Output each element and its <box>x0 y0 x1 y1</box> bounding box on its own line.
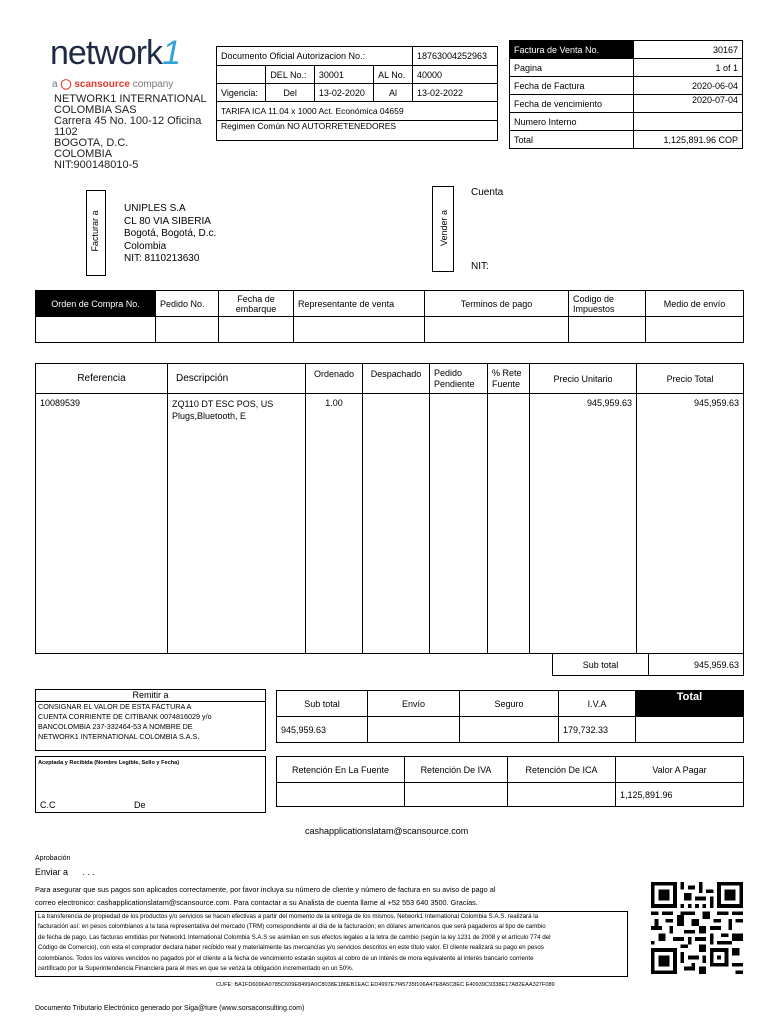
invoice-info-table <box>509 40 743 149</box>
sell-to-label: Vender a <box>439 209 449 247</box>
amount-to-pay: 1,125,891.96 <box>616 783 744 807</box>
sell-to-nit-label: NIT: <box>471 261 489 272</box>
order-cell <box>646 317 744 343</box>
bill-to-address <box>124 203 216 266</box>
payment-note-line: Para asegurar que sus pagos son aplicados correctamente, por favor incluya su número de cliente y número de factura en su aviso de pago al <box>35 885 496 894</box>
order-header: Orden de Compra No. <box>36 291 156 317</box>
al2-label: Al <box>374 84 413 102</box>
company-logo <box>50 34 180 73</box>
items-subtotal-label: Sub total <box>553 654 649 676</box>
bill-to-line: Colombia <box>124 240 167 252</box>
logo-brand-text: scansource <box>74 79 130 90</box>
sell-to-label-box <box>432 186 454 272</box>
internal-number <box>634 113 743 131</box>
accept-box <box>35 756 266 813</box>
order-cell <box>219 317 294 343</box>
item-desc <box>168 394 306 654</box>
regimen: Regimen Común NO AUTORRETENEDORES <box>217 121 498 141</box>
bill-to-line: UNIPLES S.A <box>124 203 186 214</box>
aprobacion-label: Aprobación <box>35 855 71 862</box>
item-rete <box>488 394 530 654</box>
page-value: 1 of 1 <box>634 59 743 77</box>
seller-line: BOGOTA, D.C. <box>54 137 129 149</box>
de-label: De <box>134 800 146 810</box>
order-cell <box>569 317 646 343</box>
seller-address <box>54 94 214 171</box>
legal-line: La transferencia de propiedad de los productos y/o servicios se hacen efectivas a partir del momento de la entrega de los mismos. Network1 International Colombia S.A.S. realizará la <box>38 913 539 920</box>
tarifa-ica: TARIFA ICA 11.04 x 1000 Act. Económica 04659 <box>217 102 498 121</box>
order-header: Representante de venta <box>294 291 425 317</box>
item-shipped <box>363 394 430 654</box>
items-subtotal-value: 945,959.63 <box>649 654 744 676</box>
table-row <box>36 394 744 654</box>
to-date: 13-02-2022 <box>412 84 497 102</box>
totals-value <box>460 717 559 743</box>
bill-to-line: CL 80 VIA SIBERIA <box>124 215 211 227</box>
enviar-row <box>35 867 95 877</box>
invoice-date: 2020-06-04 <box>634 77 743 95</box>
enviar-label: Enviar a <box>35 867 69 877</box>
legal-line: facturación así: en pesos colombianos a la tasa representativa del mercado (TRM) correspondiente al día de la facturación; en dólares americanos que será pagaderos al tipo de cambio <box>38 923 546 931</box>
legal-line: colombianos. Todos los valores vencidos no pagados por el cliente a la fecha de vencimiento estarán sujetos al cobro de un interés de mora equivalente al interés bancario corriente <box>38 954 534 962</box>
items-header-ordered: Ordenado <box>306 364 363 394</box>
enviar-value: . . . <box>82 867 96 877</box>
bill-to-line: NIT: 8110213630 <box>124 253 200 264</box>
item-total-price: 945,959.63 <box>637 394 744 654</box>
qr-code <box>651 882 743 974</box>
order-header: Medio de envío <box>646 291 744 317</box>
item-pending <box>430 394 488 654</box>
del-value: 30001 <box>314 66 373 84</box>
order-header: Terminos de pago <box>425 291 569 317</box>
cuenta-label: Cuenta <box>471 187 504 198</box>
from-date: 13-02-2020 <box>314 84 373 102</box>
generated-by: Documento Tributario Electrónico generado por Siga@ture (www.sorsaconsulting.com) <box>35 1005 305 1012</box>
doc-value: 18763004252963 <box>412 47 497 66</box>
totals-header: Envío <box>368 691 460 717</box>
order-table <box>35 290 744 343</box>
seller-line: Carrera 45 No. 100-12 Oficina <box>54 115 202 127</box>
totals-table <box>276 690 744 743</box>
footer-email: cashapplicationslatam@scansource.com <box>305 826 469 836</box>
internal-number-label: Numero Interno <box>510 113 634 131</box>
remit-line: NETWORK1 INTERNATIONAL COLOMBIA S.A.S. <box>38 732 200 741</box>
item-desc-line: Plugs,Bluetooth, E <box>172 411 247 421</box>
authorization-table <box>216 46 498 141</box>
retention-header: Retención De ICA <box>508 757 616 783</box>
items-header-total: Precio Total <box>637 364 744 394</box>
remit-line: CUENTA CORRIENTE DE CITIBANK 0074816029 y/o <box>38 712 212 721</box>
retention-value <box>405 783 508 807</box>
retention-value <box>277 783 405 807</box>
cufe: CUFE: BA1FD6096A0785C609E8499A0C8038E186EB1EAC ED4997E7f45735f106A47E8A5C8EC E40939C9338E17A82EAA327F089 <box>216 982 555 988</box>
seller-line: 1102 <box>54 126 78 138</box>
page-label: Pagina <box>510 59 634 77</box>
items-subtotal <box>552 653 744 676</box>
remit-line: BANCOLOMBIA 237-332464-53 A NOMBRE DE <box>38 722 193 731</box>
item-ordered: 1.00 <box>306 394 363 654</box>
seller-line: NETWORK1 INTERNATIONAL <box>54 93 207 105</box>
cc-label: C.C <box>40 800 56 810</box>
payment-note <box>35 883 635 909</box>
item-unit-price: 945,959.63 <box>530 394 637 654</box>
retention-value <box>508 783 616 807</box>
al-value: 40000 <box>412 66 497 84</box>
logo-subtitle <box>52 79 173 90</box>
logo-text: network <box>50 34 163 72</box>
bill-to-line: Bogotá, Bogotá, D.c. <box>124 228 217 239</box>
totals-header: Sub total <box>277 691 368 717</box>
retention-header: Valor A Pagar <box>616 757 744 783</box>
remit-line: CONSIGNAR EL VALOR DE ESTA FACTURA A <box>38 702 192 711</box>
seller-line: COLOMBIA <box>54 148 113 160</box>
retention-header: Retención En La Fuente <box>277 757 405 783</box>
items-header-unit: Precio Unitario <box>530 364 637 394</box>
order-cell <box>156 317 219 343</box>
seller-line: NIT:900148010-5 <box>54 159 139 171</box>
bill-to-label-box <box>86 190 106 276</box>
totals-value: 179,732.33 <box>559 717 636 743</box>
items-header-rete: % Rete Fuente <box>488 364 530 394</box>
totals-value <box>368 717 460 743</box>
invoice-number-label: Factura de Venta No. <box>510 41 634 59</box>
order-header: Codigo de Impuestos <box>569 291 646 317</box>
del2-label: Del <box>266 84 315 102</box>
logo-sub-prefix: a <box>52 79 58 90</box>
logo-sub-suffix: company <box>132 79 174 90</box>
items-table <box>35 363 744 654</box>
invoice-number: 30167 <box>634 41 743 59</box>
items-header-ref: Referencia <box>36 364 168 394</box>
scansource-brand: ◯ scansource <box>60 79 130 90</box>
logo-number: 1 <box>162 34 180 72</box>
due-date: 2020-07-04 <box>634 95 743 113</box>
remit-title: Remitir a <box>36 690 265 702</box>
order-cell <box>425 317 569 343</box>
accept-label: Aceptada y Recibida (Nombre Legible, Sello y Fecha) <box>38 760 180 766</box>
totals-header-total: Total <box>636 691 744 717</box>
order-cell <box>294 317 425 343</box>
items-header-pending: Pedido Pendiente <box>430 364 488 394</box>
legal-line: Código de Comercio), con esta el comprador declara haber recibido real y materialmente las mercancías y/o servicios descritos en este título valor. El cliente realizará su pago en pesos <box>38 944 544 952</box>
item-ref: 10089539 <box>36 394 168 654</box>
items-header-desc: Descripción <box>168 364 306 394</box>
totals-value <box>636 717 744 743</box>
del-label: DEL No.: <box>266 66 315 84</box>
invoice-date-label: Fecha de Factura <box>510 77 634 95</box>
order-cell <box>36 317 156 343</box>
retention-header: Retención De IVA <box>405 757 508 783</box>
remit-text <box>36 702 265 742</box>
order-header: Pedido No. <box>156 291 219 317</box>
remit-box <box>35 689 266 751</box>
totals-header: I.V.A <box>559 691 636 717</box>
totals-value: 945,959.63 <box>277 717 368 743</box>
doc-label: Documento Oficial Autorizacion No.: <box>217 47 413 66</box>
items-header-shipped: Despachado <box>363 364 430 394</box>
bill-to-label: Facturar a <box>90 210 100 252</box>
retention-table <box>276 756 744 807</box>
payment-note-line: correo electronico: cashapplicationslatam@scansource.com. Para contactar a su Analista de cuenta llame al +52 553 640 3500. Gracias. <box>35 898 478 907</box>
order-header: Fecha de embarque <box>219 291 294 317</box>
legal-line: certificado por la Superintendencia Financiera para el mes en que se venza la obligación incrementado en un 50%. <box>38 965 354 973</box>
invoice-total: 1,125,891.96 COP <box>634 131 743 149</box>
legal-box <box>35 911 628 977</box>
item-desc-line: ZQ110 DT ESC POS, US <box>172 399 274 409</box>
legal-line: de fecha de pago. Las facturas emitidas por Network1 International Colombia S.A.S se asimilan en sus efectos legales a la letra de cambio (según la ley 1231 de 2008 y el artículo 774 del <box>38 933 551 941</box>
totals-header: Seguro <box>460 691 559 717</box>
vigencia-label: Vigencia: <box>217 84 266 102</box>
al-label: AL No. <box>374 66 413 84</box>
due-date-label: Fecha de vencimiento <box>510 95 634 113</box>
invoice-total-label: Total <box>510 131 634 149</box>
seller-line: COLOMBIA SAS <box>54 104 137 116</box>
